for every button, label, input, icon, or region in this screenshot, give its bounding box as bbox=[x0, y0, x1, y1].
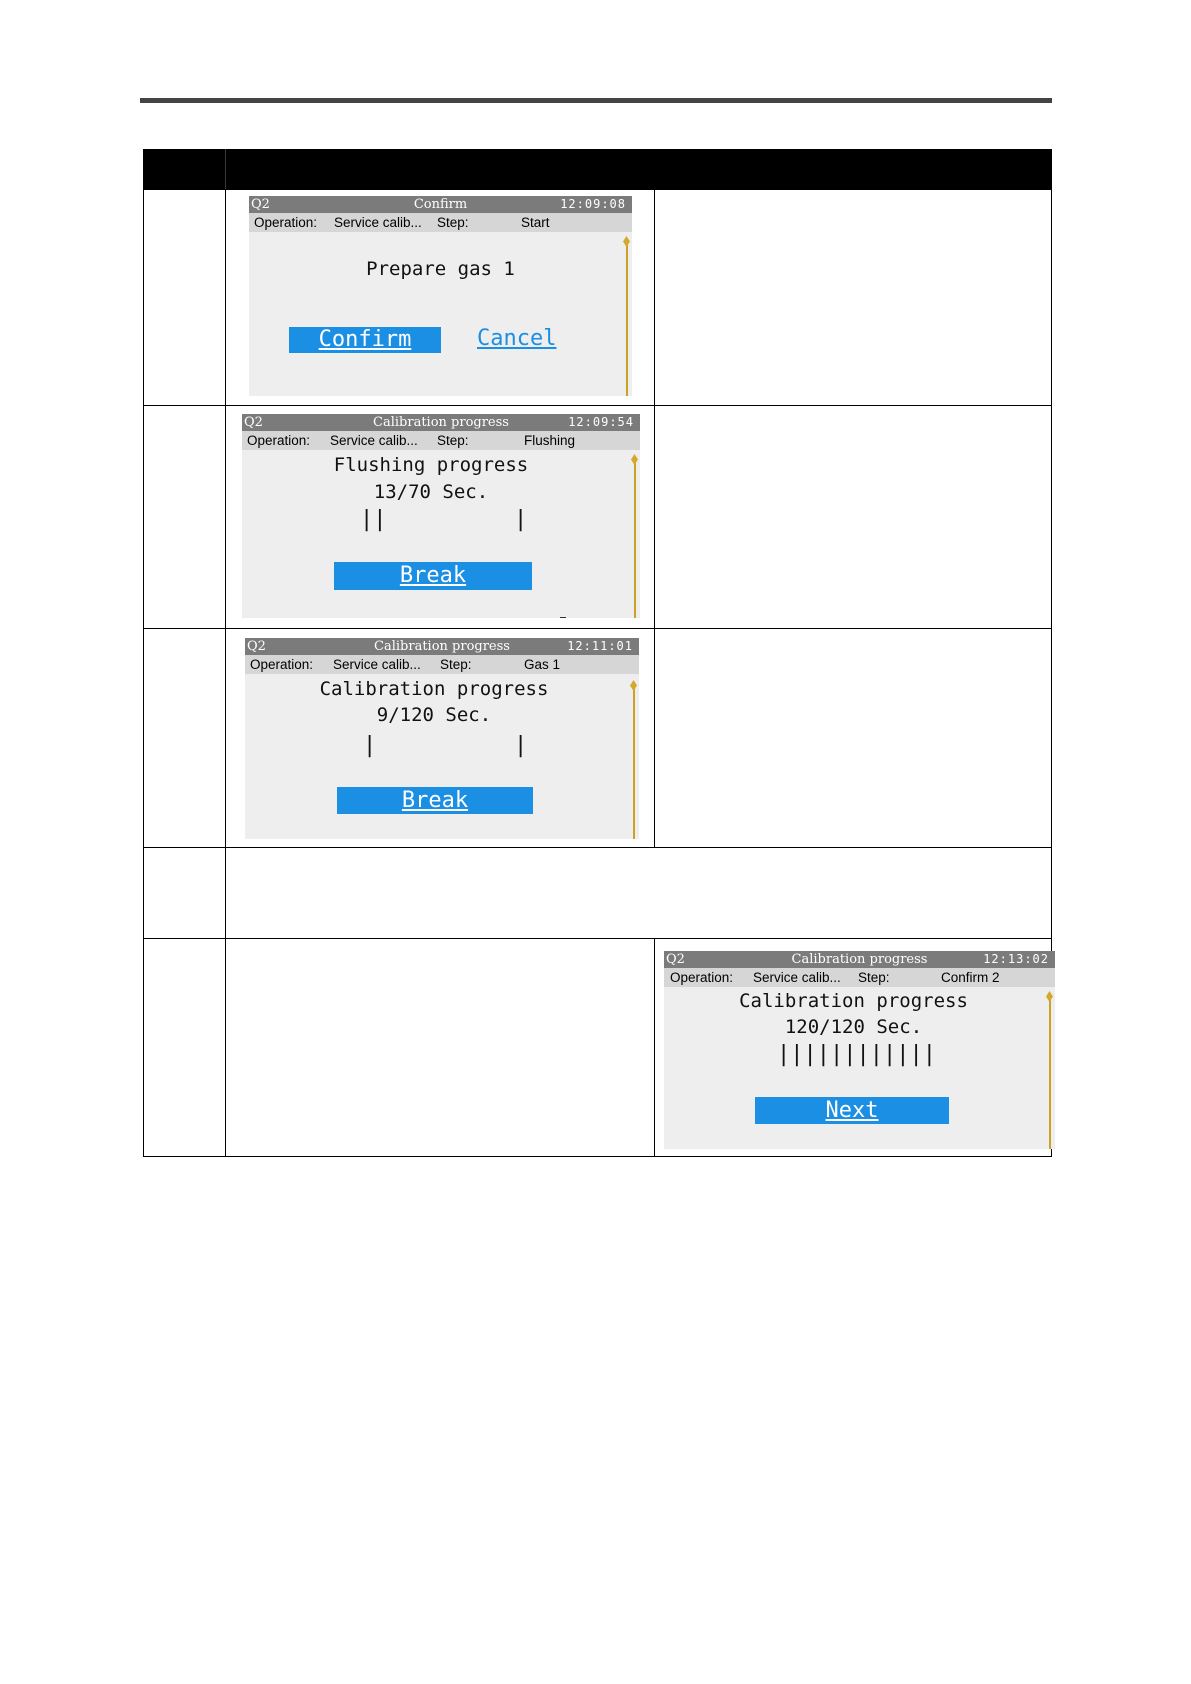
column-divider bbox=[225, 189, 226, 1157]
screen-title: Calibration progress bbox=[791, 952, 928, 967]
progress-heading: Flushing progress bbox=[333, 454, 529, 476]
progress-bar-fill: || bbox=[360, 507, 387, 532]
scroll-thumb-icon[interactable] bbox=[1046, 991, 1053, 1002]
progress-bar-fill: |||||||||||| bbox=[777, 1042, 936, 1067]
progress-counter: 120/120 Sec. bbox=[784, 1016, 923, 1038]
column-divider bbox=[654, 938, 655, 1157]
row-divider bbox=[143, 847, 1052, 848]
break-button[interactable]: Break bbox=[334, 562, 532, 590]
row-divider bbox=[143, 189, 1052, 190]
prompt-message: Prepare gas 1 bbox=[366, 258, 515, 280]
step-label: Step: bbox=[858, 970, 890, 985]
progress-heading: Calibration progress bbox=[319, 678, 549, 700]
clock: 12:09:54 bbox=[568, 415, 634, 429]
status-info-bar bbox=[242, 431, 640, 450]
progress-heading: Calibration progress bbox=[739, 990, 968, 1012]
row-divider bbox=[143, 628, 1052, 629]
operation-label: Operation: bbox=[254, 215, 318, 230]
operation-value: Service calib... bbox=[753, 970, 841, 985]
scrollbar[interactable] bbox=[1049, 999, 1051, 1149]
flushing-screen bbox=[242, 414, 640, 618]
table-header-divider bbox=[225, 149, 226, 189]
operation-value: Service calib... bbox=[334, 215, 422, 230]
screen-title: Calibration progress bbox=[373, 415, 509, 430]
screen-title: Confirm bbox=[413, 197, 468, 212]
progress-counter: 13/70 Sec. bbox=[373, 481, 489, 503]
scroll-thumb-icon[interactable] bbox=[631, 454, 638, 465]
analyzer-id: Q2 bbox=[666, 952, 685, 967]
operation-label: Operation: bbox=[250, 657, 314, 672]
step-value: Start bbox=[521, 215, 550, 230]
clock: 12:11:01 bbox=[567, 639, 633, 653]
status-info-bar bbox=[245, 655, 639, 674]
step-value: Confirm 2 bbox=[941, 970, 1000, 985]
next-button[interactable]: Next bbox=[755, 1097, 949, 1124]
scroll-thumb-icon[interactable] bbox=[630, 680, 637, 691]
screen-title-bar bbox=[245, 638, 639, 655]
status-info-bar bbox=[664, 968, 1055, 987]
screen-title-bar bbox=[249, 196, 632, 213]
row-divider bbox=[143, 405, 1052, 406]
screen-title: Calibration progress bbox=[374, 639, 510, 654]
step-value: Flushing bbox=[524, 433, 576, 448]
step-label: Step: bbox=[440, 657, 472, 672]
table-header-row bbox=[143, 149, 1052, 189]
progress-bar-end: | bbox=[514, 733, 528, 758]
progress-bar-fill: | bbox=[363, 733, 377, 758]
scrollbar[interactable] bbox=[626, 244, 628, 396]
scroll-thumb-icon[interactable] bbox=[623, 236, 630, 247]
confirm-button[interactable]: Confirm bbox=[289, 327, 441, 353]
clock: 12:13:02 bbox=[983, 952, 1049, 966]
confirm-screen bbox=[249, 196, 632, 396]
analyzer-id: Q2 bbox=[247, 639, 266, 654]
operation-label: Operation: bbox=[247, 433, 311, 448]
step-value: Gas 1 bbox=[524, 657, 561, 672]
step-label: Step: bbox=[437, 215, 469, 230]
screen-title-bar bbox=[242, 414, 640, 431]
analyzer-id: Q2 bbox=[244, 415, 263, 430]
row-divider bbox=[143, 1156, 1052, 1157]
column-divider bbox=[654, 189, 655, 848]
calibration-screen bbox=[245, 638, 639, 839]
calibration-complete-screen bbox=[664, 951, 1055, 1149]
break-button[interactable]: Break bbox=[337, 787, 533, 814]
scrollbar[interactable] bbox=[633, 686, 635, 839]
screen-title-bar bbox=[664, 951, 1055, 968]
scrollbar[interactable] bbox=[634, 462, 636, 618]
table-left-border bbox=[143, 189, 144, 1157]
operation-label: Operation: bbox=[670, 970, 734, 985]
step-label: Step: bbox=[437, 433, 469, 448]
status-info-bar bbox=[249, 213, 632, 232]
row-divider bbox=[143, 938, 1052, 939]
progress-bar-end: | bbox=[514, 507, 528, 532]
clock: 12:09:08 bbox=[560, 197, 626, 211]
screen-artifact bbox=[560, 617, 566, 618]
progress-counter: 9/120 Sec. bbox=[376, 704, 492, 726]
cancel-button[interactable]: Cancel bbox=[477, 326, 557, 351]
page-header-rule bbox=[140, 98, 1052, 103]
operation-value: Service calib... bbox=[333, 657, 421, 672]
analyzer-id: Q2 bbox=[251, 197, 270, 212]
operation-value: Service calib... bbox=[330, 433, 418, 448]
